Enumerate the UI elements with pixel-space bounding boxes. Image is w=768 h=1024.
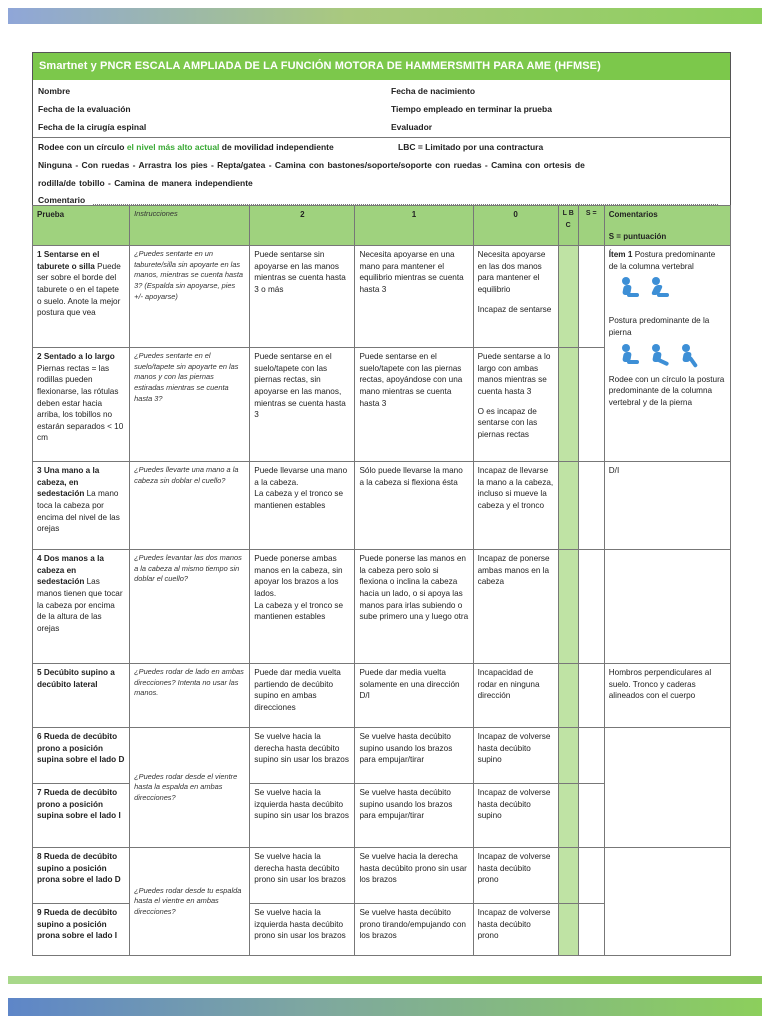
score-cell[interactable]: [578, 784, 604, 848]
table-row: [33, 848, 731, 904]
item-instruction: ¿Puedes llevarte una mano a la cabeza sin doblar el cuello?: [130, 462, 250, 550]
scoring-table: [32, 205, 731, 956]
item-desc: Puede ser sobre el borde del taburete o en el tapete o suelo. Anote la mejor postura que vea: [37, 261, 121, 318]
lbc-cell[interactable]: [558, 462, 578, 550]
col-score-1: 1: [355, 206, 473, 246]
form-header: [32, 52, 731, 206]
comment-cell: [604, 848, 730, 956]
patient-info: [33, 80, 730, 205]
score-1-text: Se vuelve hasta decúbito supino usando los brazos para empujar/tirar: [355, 728, 473, 784]
lbc-cell[interactable]: [558, 784, 578, 848]
fecha-evaluacion-label: Fecha de la evaluación: [38, 104, 131, 114]
comment-cell: [604, 728, 730, 848]
item-instruction: ¿Puedes rodar desde tu espalda hasta el vientre en ambas direcciones?: [130, 848, 250, 956]
lbc-cell[interactable]: [558, 904, 578, 956]
lbc-cell[interactable]: [558, 664, 578, 728]
score-2-text: Se vuelve hacia la derecha hasta decúbito prono sin usar los brazos: [250, 848, 355, 904]
score-1-text: Se vuelve hasta decúbito prono tirando/empujando con los brazos: [355, 904, 473, 956]
score-cell[interactable]: [578, 848, 604, 904]
spine-posture-icons: [619, 277, 726, 301]
form-title: Smartnet y PNCR ESCALA AMPLIADA DE LA FUNCIÓN MOTORA DE HAMMERSMITH PARA AME (HFMSE): [33, 53, 730, 80]
lbc-cell[interactable]: [558, 550, 578, 664]
col-score-2: 2: [250, 206, 355, 246]
item-title: 8 Rueda de decúbito supino a posición prona sobre el lado D: [33, 848, 130, 904]
score-0-text: Incapaz de volverse hasta decúbito prono: [473, 904, 558, 956]
item-title: 5 Decúbito supino a decúbito lateral: [37, 668, 115, 689]
score-0-text: Incapaz de volverse hasta decúbito prono: [473, 848, 558, 904]
col-s: S =: [578, 206, 604, 246]
table-row: [33, 550, 731, 664]
col-lbc: L B C: [558, 206, 578, 246]
item-title: 7 Rueda de decúbito prono a posición supina sobre el lado I: [33, 784, 130, 848]
col-score-0: 0: [473, 206, 558, 246]
item-title: 1 Sentarse en el taburete o silla: [37, 250, 100, 271]
fecha-nacimiento-label: Fecha de nacimiento: [391, 86, 476, 96]
table-header-row: [33, 206, 731, 246]
score-1-text: Sólo puede llevarse la mano a la cabeza si flexiona ésta: [355, 462, 473, 550]
seated-figure-icon[interactable]: [619, 344, 639, 368]
score-0-text: Incapaz de llevarse la mano a la cabeza, incluso si mueve la cabeza y el tronco: [473, 462, 558, 550]
evaluador-label: Evaluador: [391, 122, 433, 132]
bottom-thin-stripe: [8, 976, 762, 984]
item-title: 4 Dos manos a la cabeza en sedestación: [37, 554, 104, 587]
lbc-cell[interactable]: [558, 848, 578, 904]
score-2-text: Puede dar media vuelta partiendo de decúbito supino en ambas direcciones: [250, 664, 355, 728]
score-0-text: Incapacidad de rodar en ninguna dirección: [473, 664, 558, 728]
comment-cell: Hombros perpendiculares al suelo. Tronco y caderas alineados con el cuerpo: [604, 664, 730, 728]
lbc-note: LBC = Limitado por una contractura: [398, 142, 544, 152]
score-1-text: Se vuelve hasta decúbito supino usando los brazos para empujar/tirar: [355, 784, 473, 848]
item-instruction: ¿Puedes sentarte en el suelo/tapete sin apoyarte en las manos y con las piernas estiradas mientras se cuenta hasta 3?: [130, 348, 250, 462]
score-cell[interactable]: [578, 462, 604, 550]
score-1-text: Necesita apoyarse en una mano para mantener el equilibrio mientras se cuenta hasta 3: [355, 246, 473, 348]
highlight-text: el nivel más alto actual: [126, 142, 220, 152]
col-instrucciones: Instrucciones: [130, 206, 250, 246]
col-comentarios: [604, 206, 730, 246]
score-2-text: Se vuelve hacia la izquierda hasta decúbito supino sin usar los brazos: [250, 784, 355, 848]
comment-cell: Ítem 1 Postura predominante de la columna vertebral Postura predominante de la pierna Rodee con un círculo la postura predominante de la columna vertebral y de la pierna: [604, 246, 730, 462]
item-title: 3 Una mano a la cabeza, en sedestación: [37, 466, 100, 499]
puntuacion-key: S = puntuación: [608, 231, 667, 241]
score-2-text: Puede ponerse ambas manos en la cabeza, sin apoyar los brazos a los lados. La cabeza y el tronco se mantienen estables: [250, 550, 355, 664]
lbc-cell[interactable]: [558, 728, 578, 784]
item-desc: La mano toca la cabeza por encima del nivel de las orejas: [37, 489, 120, 534]
table-row: [33, 462, 731, 550]
lbc-cell[interactable]: [558, 246, 578, 348]
comment-cell: D/I: [604, 462, 730, 550]
score-0-text: Incapaz de volverse hasta decúbito supino: [473, 728, 558, 784]
score-0-text: Incapaz de volverse hasta decúbito supino: [473, 784, 558, 848]
item-title: 9 Rueda de decúbito supino a posición prona sobre el lado I: [33, 904, 130, 956]
item-instruction: ¿Puedes rodar de lado en ambas direcciones? Intenta no usar las manos.: [130, 664, 250, 728]
lbc-cell[interactable]: [558, 348, 578, 462]
leg-posture-icons: [619, 344, 726, 368]
table-row: [33, 246, 731, 348]
mobility-options-line1: Ninguna - Con ruedas - Arrastra los pies - Repta/gatea - Camina con bastones/soporte/soporte con ruedas - Camina con ortesis de: [38, 160, 585, 170]
tiempo-label: Tiempo empleado en terminar la prueba: [391, 104, 552, 114]
item-desc: Piernas rectas = las rodillas pueden flexionarse, las rótulas deben estar hacia arriba, los tobillos no estarán separados < 10 cm: [37, 363, 124, 443]
score-cell[interactable]: [578, 550, 604, 664]
score-2-text: Puede sentarse sin apoyarse en las manos mientras se cuenta hasta 3 o más: [250, 246, 355, 348]
score-0-text: Necesita apoyarse en las dos manos para mantener el equilibrio Incapaz de sentarse: [473, 246, 558, 348]
score-0-text: Incapaz de ponerse ambas manos en la cabeza: [473, 550, 558, 664]
score-1-text: Puede ponerse las manos en la cabeza pero solo si flexiona o inclina la cabeza hacia un lado, o si apoya las manos para irlas subiendo o sube primero una y luego otra: [355, 550, 473, 664]
score-cell[interactable]: [578, 728, 604, 784]
seated-figure-icon[interactable]: [619, 277, 639, 301]
table-row: [33, 728, 731, 784]
col-prueba: Prueba: [33, 206, 130, 246]
seated-figure-icon[interactable]: [649, 344, 669, 368]
score-2-text: Se vuelve hacia la izquierda hasta decúbito prono sin usar los brazos: [250, 904, 355, 956]
score-cell[interactable]: [578, 664, 604, 728]
score-cell[interactable]: [578, 246, 604, 348]
score-2-text: Puede sentarse en el suelo/tapete con las piernas rectas, sin apoyarse en las manos, mientras se cuenta hasta 3: [250, 348, 355, 462]
score-2-text: Puede llevarse una mano a la cabeza. La cabeza y el tronco se mantienen estables: [250, 462, 355, 550]
item-instruction: ¿Puedes levantar las dos manos a la cabeza al mismo tiempo sin doblar el cuello?: [130, 550, 250, 664]
fecha-cirugia-label: Fecha de la cirugía espinal: [38, 122, 147, 132]
comentarios-heading: Comentarios: [608, 210, 658, 219]
comment-cell: [604, 550, 730, 664]
score-2-text: Se vuelve hacia la derecha hasta decúbito supino sin usar los brazos: [250, 728, 355, 784]
bottom-color-stripe: [8, 998, 762, 1016]
mobility-instruction: Rodee con un círculo el nivel más alto actual de movilidad independiente: [38, 142, 334, 152]
score-cell[interactable]: [578, 904, 604, 956]
seated-figure-icon[interactable]: [679, 344, 699, 368]
item-title: 2 Sentado a lo largo: [37, 352, 115, 362]
mobility-options-line2: rodilla/de tobillo - Camina de manera independiente: [38, 178, 253, 188]
top-color-stripe: [8, 8, 762, 24]
score-0-text: Puede sentarse a lo largo con ambas manos mientras se cuenta hasta 3 O es incapaz de sentarse con las piernas rectas: [473, 348, 558, 462]
nombre-label: Nombre: [38, 86, 71, 96]
table-row: [33, 664, 731, 728]
score-1-text: Se vuelve hacia la derecha hasta decúbito prono sin usar los brazos: [355, 848, 473, 904]
item-title: 6 Rueda de decúbito prono a posición supina sobre el lado D: [33, 728, 130, 784]
item-desc: Las manos tienen que tocar la cabeza por encima de la altura de las orejas: [37, 577, 123, 633]
comentario-label: Comentario: [38, 195, 86, 205]
score-1-text: Puede sentarse en el suelo/tapete con las piernas rectas, apoyándose con una mano mientras se cuenta hasta 3: [355, 348, 473, 462]
seated-figure-icon[interactable]: [649, 277, 669, 301]
item-instruction: ¿Puedes rodar desde el vientre hasta la espalda en ambas direcciones?: [130, 728, 250, 848]
item-instruction: ¿Puedes sentarte en un taburete/silla sin apoyarte en las manos, mientras se cuenta hasta 3? (Espalda sin apoyarse, pies +/- apoyarse): [130, 246, 250, 348]
score-cell[interactable]: [578, 348, 604, 462]
score-1-text: Puede dar media vuelta solamente en una dirección D/I: [355, 664, 473, 728]
